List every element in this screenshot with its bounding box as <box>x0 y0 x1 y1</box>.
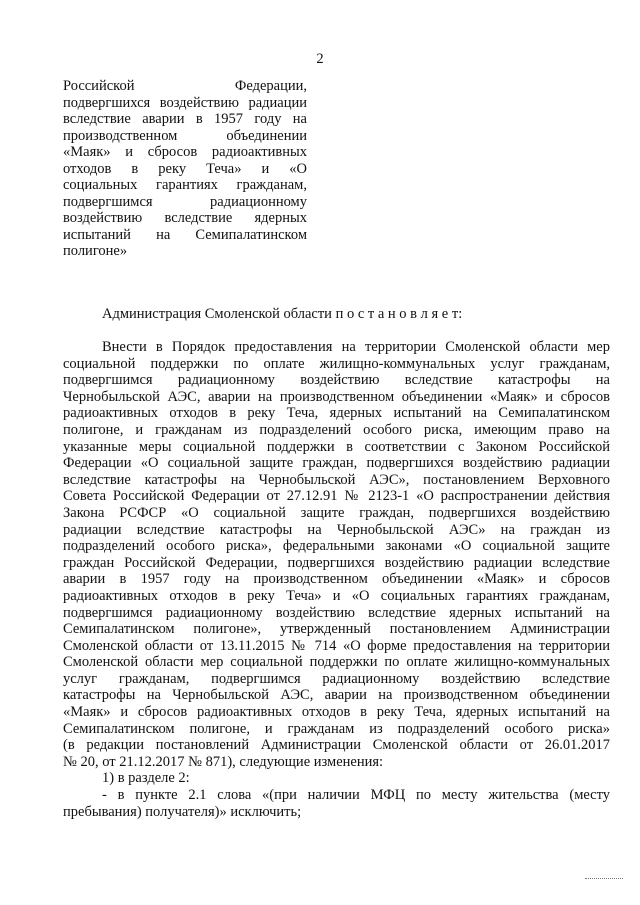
preamble: Администрация Смоленской области п о с т а н о в л я е т: <box>102 306 463 322</box>
text-line: Федерации «О социальной защите граждан, подвергшихся воздействию радиации <box>63 455 610 472</box>
document-title <box>63 78 307 260</box>
scan-mark <box>585 878 623 879</box>
text-line: радиации вследствие катастрофы на Чернобыльской АЭС» на граждан из <box>63 521 610 538</box>
list-item-heading: 1) в разделе 2: <box>102 770 190 787</box>
title-line: отходов в реку Теча» и «О <box>63 160 307 177</box>
text-line: пребывания) получателя)» исключить; <box>63 803 302 820</box>
text-line: Семипалатинском полигоне, и гражданам из подразделений особого риска» <box>63 720 610 737</box>
text-line: «Маяк» и сбросов радиоактивных отходов в реку Теча, ядерных испытаний на <box>63 704 610 721</box>
text-line: Внести в Порядок предоставления на территории Смоленской области мер <box>102 339 610 355</box>
text-line: - в пункте 2.1 слова «(при наличии МФЦ по месту жительства (месту <box>102 787 610 804</box>
text-line: (в редакции постановлений Администрации Смоленской области от 26.01.2017 <box>63 737 610 754</box>
title-line: подвергшихся воздействию радиации <box>63 94 307 111</box>
text-line: Смоленской области от 13.11.2015 № 714 «О форме предоставления на территории <box>63 637 610 654</box>
text-line: № 20, от 21.12.2017 № 871), следующие изменения: <box>63 753 384 770</box>
text-line: полигоне, и гражданам из подразделений особого риска, имеющим право на <box>63 421 610 438</box>
text-line: услуг гражданам, подвергшимся радиационному воздействию вследствие <box>63 670 610 687</box>
text-line: указанные меры социальной поддержки в соответствии с Законом Российской <box>63 438 610 455</box>
title-line: производственном объединении <box>63 127 307 144</box>
text-line: Совета Российской Федерации от 27.12.91 № 2123-1 «О распространении действия <box>63 488 610 505</box>
title-line: Российской Федерации, <box>63 78 307 94</box>
text-line: социальной поддержки по оплате жилищно-коммунальных услуг гражданам, <box>63 355 610 372</box>
title-line: социальных гарантиях гражданам, <box>63 177 307 193</box>
main-paragraph <box>63 339 610 820</box>
page-number: 2 <box>316 51 324 67</box>
title-line: вследствие аварии в 1957 году на <box>63 111 307 127</box>
title-line: воздействию вследствие ядерных <box>63 210 307 226</box>
text-line: подвергшимся радиационному воздействию вследствие катастрофы на <box>63 372 610 389</box>
title-line: подвергшимся радиационному <box>63 193 307 210</box>
title-line: полигоне» <box>63 243 128 259</box>
text-line: Закона РСФСР «О социальной защите граждан, подвергшихся воздействию <box>63 504 610 521</box>
text-line: Чернобыльской АЭС, аварии на производственном объединении «Маяк» и сбросов <box>63 388 610 405</box>
text-line: аварии в 1957 году на производственном объединении «Маяк» и сбросов <box>63 571 610 588</box>
text-line: Смоленской области мер социальной поддержки по оплате жилищно-коммунальных <box>63 654 610 671</box>
text-line: катастрофы на Чернобыльской АЭС, аварии на производственном объединении <box>63 687 610 704</box>
text-line: Семипалатинском полигоне», утвержденный постановлением Администрации <box>63 621 610 638</box>
text-line: подразделений особого риска», федеральными законами «О социальной защите <box>63 538 610 555</box>
text-line: радиоактивных отходов в реку Теча, ядерных испытаний на Семипалатинском <box>63 405 610 422</box>
text-line: подвергшимся радиационному воздействию вследствие ядерных испытаний на <box>63 604 610 621</box>
title-line: «Маяк» и сбросов радиоактивных <box>63 144 307 160</box>
text-line: вследствие катастрофы на Чернобыльской АЭС», постановлением Верховного <box>63 471 610 488</box>
title-line: испытаний на Семипалатинском <box>63 226 307 243</box>
text-line: радиоактивных отходов в реку Теча» и «О социальных гарантиях гражданам, <box>63 587 610 604</box>
text-line: граждан Российской Федерации, подвергшихся воздействию радиации вследствие <box>63 554 610 571</box>
